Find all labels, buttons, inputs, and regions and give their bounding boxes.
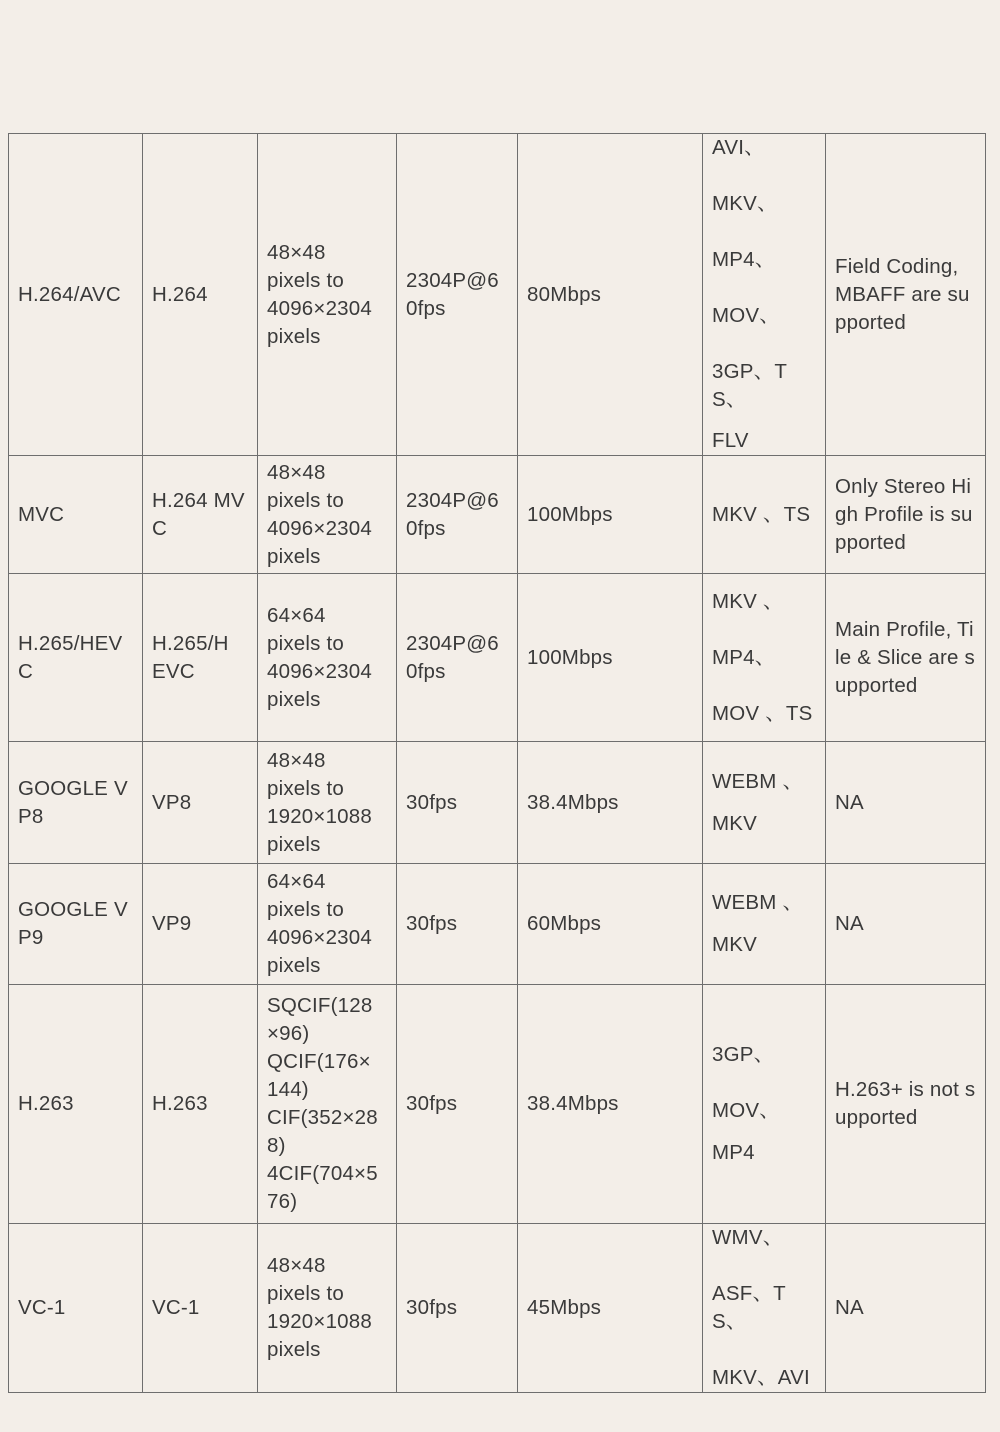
formats-cell [703,864,826,985]
resolution-cell [258,1224,397,1393]
format-item: MP4、 [712,248,776,271]
format-item: WEBM 、 [712,769,804,793]
resolution-line: 4096×2304 [267,516,372,540]
table-row [9,742,986,864]
resolution-line: pixels [267,832,321,856]
formats-cell [703,742,826,864]
format-item: MKV [712,811,758,835]
profile-cell: H.264 [143,134,258,456]
format-item: WMV、 [712,1226,784,1249]
codec-cell: VC-1 [9,1224,143,1393]
resolution-cell [258,574,397,742]
formats-cell [703,985,826,1224]
profile-cell: VC-1 [143,1224,258,1393]
format-item: WEBM 、 [712,891,804,914]
codec-cell: H.264/AVC [9,134,143,456]
resolution-line: pixels [267,544,321,568]
format-item: MKV、 [712,192,778,215]
notes-cell: NA [826,864,986,985]
format-item: MOV、 [712,304,780,327]
table-row [9,1224,986,1393]
bitrate-cell: 38.4Mbps [518,985,703,1224]
notes-cell: Only Stereo High Profile is supported [826,456,986,574]
table-row [9,985,986,1224]
codec-cell: H.265/HEV C [9,574,143,742]
notes-cell: Field Coding, MBAFF are supported [826,134,986,456]
format-item: 3GP、 [712,1043,775,1066]
notes-cell: H.263+ is not supported [826,985,986,1224]
resolution-line: pixels to [267,776,345,800]
codec-cell: H.263 [9,985,143,1224]
resolution-line: 4096×2304 [267,296,372,320]
format-item: MOV 、TS [712,701,813,725]
table-row [9,864,986,985]
resolution-line: 64×64 [267,603,326,627]
resolution-line: 4096×2304 [267,659,372,683]
resolution-line: 48×48 [267,240,326,264]
frame-rate-cell: 2304P@6 0fps [397,134,518,456]
frame-rate-cell: 30fps [397,742,518,864]
resolution-line: 144) [267,1078,309,1101]
table-row [9,456,986,574]
resolution-cell [258,742,397,864]
table-row [9,574,986,742]
format-item: MKV 、 [712,589,784,613]
frame-rate-cell: 30fps [397,985,518,1224]
resolution-line: 4096×2304 [267,926,372,949]
format-item: MP4 [712,1141,755,1164]
formats-cell [703,134,826,456]
codec-cell: MVC [9,456,143,574]
resolution-line: pixels to [267,488,345,512]
formats-cell [703,456,826,574]
profile-cell: H.263 [143,985,258,1224]
resolution-line: 1920×1088 [267,804,372,828]
table-row [9,134,986,456]
bitrate-cell: 100Mbps [518,456,703,574]
frame-rate-cell: 2304P@6 0fps [397,574,518,742]
resolution-line: 76) [267,1190,298,1213]
resolution-cell [258,134,397,456]
resolution-line: 48×48 [267,748,326,772]
resolution-cell [258,864,397,985]
resolution-line: pixels [267,687,321,711]
resolution-line: 48×48 [267,1254,326,1277]
bitrate-cell: 100Mbps [518,574,703,742]
formats-cell [703,1224,826,1393]
notes-cell: NA [826,742,986,864]
format-item: FLV [712,429,749,452]
bitrate-cell: 38.4Mbps [518,742,703,864]
resolution-line: CIF(352×28 [267,1106,378,1129]
bitrate-cell: 60Mbps [518,864,703,985]
format-item: MOV、 [712,1099,780,1122]
notes-cell: Main Profile, Tile & Slice are supported [826,574,986,742]
resolution-line: 1920×1088 [267,1310,372,1333]
resolution-cell [258,456,397,574]
frame-rate-cell: 2304P@6 0fps [397,456,518,574]
resolution-line: pixels to [267,898,345,921]
format-item: MKV 、TS [712,502,811,526]
resolution-line: 4CIF(704×5 [267,1162,378,1185]
format-item: MP4、 [712,645,776,669]
format-item: AVI、 [712,136,765,159]
resolution-line: pixels to [267,1282,345,1305]
frame-rate-cell: 30fps [397,1224,518,1393]
resolution-line: QCIF(176× [267,1050,371,1073]
resolution-line: pixels [267,324,321,348]
resolution-line: pixels [267,954,321,977]
notes-cell: NA [826,1224,986,1393]
codec-cell: GOOGLE VP8 [9,742,143,864]
resolution-line: pixels to [267,268,345,292]
formats-cell [703,574,826,742]
profile-cell: H.264 MVC [143,456,258,574]
format-item: ASF、TS、 [712,1282,786,1333]
resolution-line: SQCIF(128 [267,994,373,1017]
bitrate-cell: 80Mbps [518,134,703,456]
format-item: MKV、AVI [712,1366,810,1389]
resolution-line: pixels to [267,631,345,655]
profile-cell: VP8 [143,742,258,864]
resolution-line: pixels [267,1338,321,1361]
format-item: MKV [712,933,758,956]
resolution-line: ×96) [267,1022,310,1045]
bitrate-cell: 45Mbps [518,1224,703,1393]
resolution-line: 8) [267,1134,286,1157]
codec-cell: GOOGLE VP9 [9,864,143,985]
resolution-line: 48×48 [267,460,326,484]
profile-cell: VP9 [143,864,258,985]
resolution-cell [258,985,397,1224]
codec-support-table [8,133,986,1393]
format-item: 3GP、TS、 [712,360,788,411]
profile-cell: H.265/H EVC [143,574,258,742]
frame-rate-cell: 30fps [397,864,518,985]
resolution-line: 64×64 [267,870,326,893]
